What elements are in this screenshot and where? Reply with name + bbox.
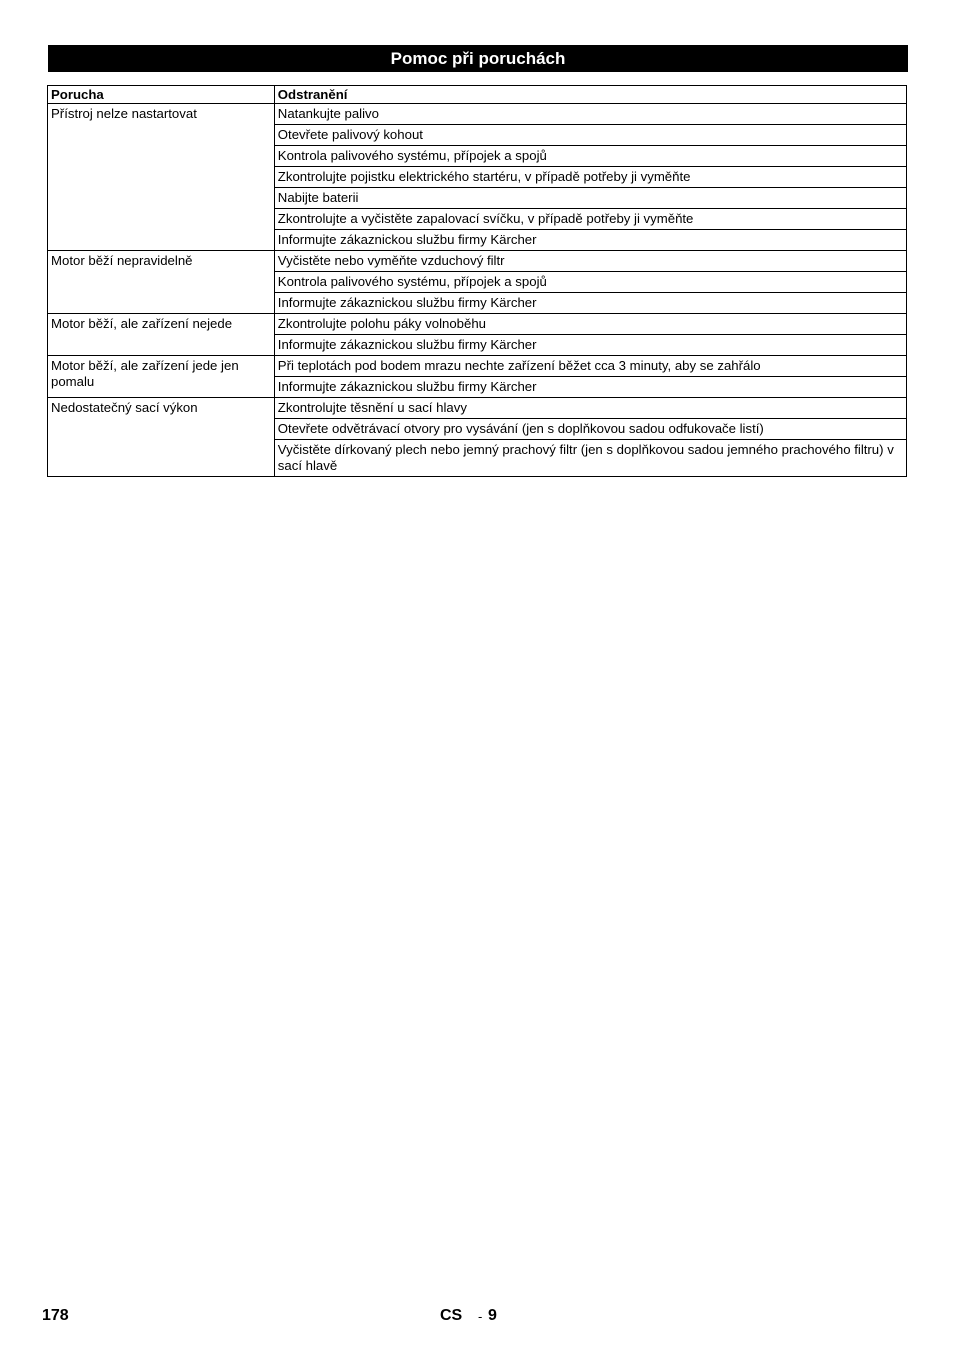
remedy-cell: Při teplotách pod bodem mrazu nechte zařízení běžet cca 3 minuty, aby se zahřálo — [274, 356, 906, 377]
page-number: 178 — [42, 1307, 69, 1324]
remedy-cell: Otevřete palivový kohout — [274, 125, 906, 146]
fault-cell: Motor běží, ale zařízení nejede — [48, 314, 275, 356]
remedy-cell: Vyčistěte dírkovaný plech nebo jemný prachový filtr (jen s doplňkovou sadou jemného prachového filtru) v sací hlavě — [274, 440, 906, 477]
header-fault: Porucha — [48, 86, 275, 104]
fault-cell: Motor běží, ale zařízení jede jen pomalu — [48, 356, 275, 398]
table-header-row — [48, 86, 907, 104]
page-title: Pomoc při poruchách — [48, 45, 908, 72]
remedy-cell: Vyčistěte nebo vyměňte vzduchový filtr — [274, 251, 906, 272]
table-row — [48, 314, 907, 335]
remedy-cell: Informujte zákaznickou službu firmy Kärcher — [274, 293, 906, 314]
remedy-cell: Natankujte palivo — [274, 104, 906, 125]
remedy-cell: Informujte zákaznickou službu firmy Kärcher — [274, 230, 906, 251]
remedy-cell: Kontrola palivového systému, přípojek a spojů — [274, 146, 906, 167]
remedy-cell: Zkontrolujte a vyčistěte zapalovací svíčku, v případě potřeby ji vyměňte — [274, 209, 906, 230]
table-body — [48, 104, 907, 477]
troubleshooting-table — [47, 85, 907, 477]
fault-cell: Přístroj nelze nastartovat — [48, 104, 275, 251]
remedy-cell: Zkontrolujte pojistku elektrického startéru, v případě potřeby ji vyměňte — [274, 167, 906, 188]
table-row — [48, 251, 907, 272]
remedy-cell: Nabijte baterii — [274, 188, 906, 209]
section-page-number: 9 — [488, 1307, 497, 1324]
table-row — [48, 398, 907, 419]
footer-separator: - — [478, 1309, 483, 1324]
fault-cell: Nedostatečný sací výkon — [48, 398, 275, 477]
table-row — [48, 104, 907, 125]
header-remedy: Odstranění — [274, 86, 906, 104]
table-row — [48, 356, 907, 377]
remedy-cell: Informujte zákaznickou službu firmy Kärcher — [274, 377, 906, 398]
remedy-cell: Zkontrolujte polohu páky volnoběhu — [274, 314, 906, 335]
remedy-cell: Zkontrolujte těsnění u sací hlavy — [274, 398, 906, 419]
remedy-cell: Otevřete odvětrávací otvory pro vysávání (jen s doplňkovou sadou odfukovače listí) — [274, 419, 906, 440]
remedy-cell: Informujte zákaznickou službu firmy Kärcher — [274, 335, 906, 356]
fault-cell: Motor běží nepravidelně — [48, 251, 275, 314]
remedy-cell: Kontrola palivového systému, přípojek a spojů — [274, 272, 906, 293]
language-code: CS — [440, 1307, 463, 1324]
